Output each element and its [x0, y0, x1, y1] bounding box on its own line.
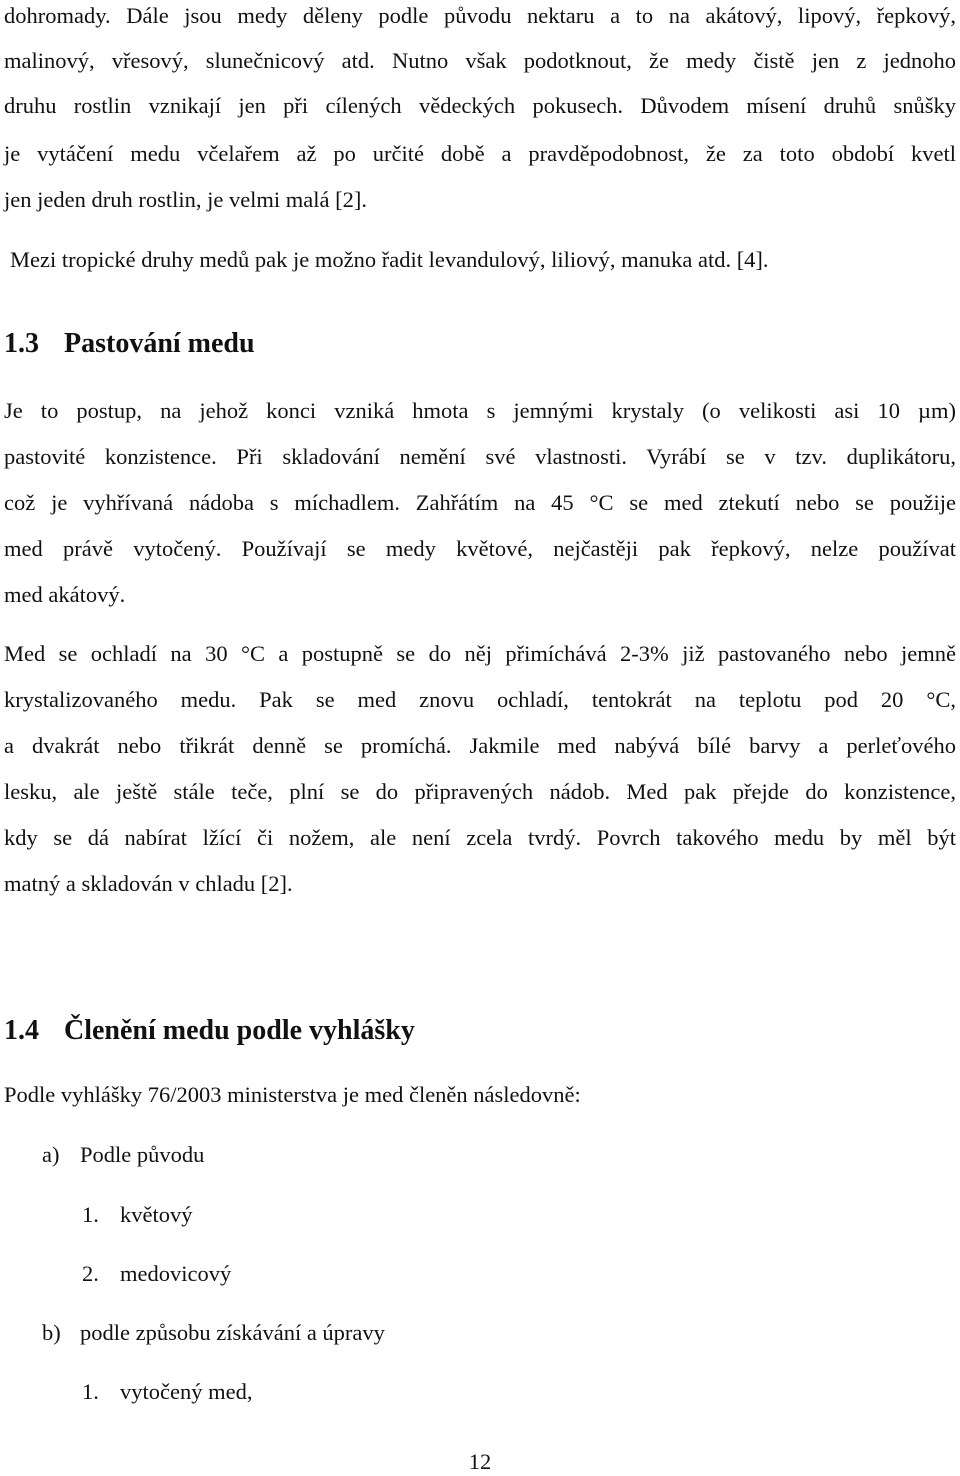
section-number: 1.4: [4, 1015, 39, 1046]
list-marker: b): [42, 1320, 61, 1345]
section-title: Pastování medu: [64, 328, 255, 359]
list-item-label: Podle původu: [80, 1142, 205, 1167]
paragraph-line: druhu rostlin vznikají jen při cílených vědeckých pokusech. Důvodem mísení druhů snůšky: [4, 93, 956, 118]
paragraph-line: Podle vyhlášky 76/2003 ministerstva je med členěn následovně:: [4, 1082, 581, 1107]
paragraph-line: krystalizovaného medu. Pak se med znovu ochladí, tentokrát na teplotu pod 20 °C,: [4, 687, 956, 712]
sub-list-item: [82, 1201, 193, 1229]
list-marker: 1.: [82, 1379, 99, 1404]
paragraph-line: dohromady. Dále jsou medy děleny podle původu nektaru a to na akátový, lipový, řepkový,: [4, 3, 956, 28]
paragraph-line: Je to postup, na jehož konci vzniká hmota s jemnými krystaly (o velikosti asi 10 µm): [4, 398, 956, 423]
paragraph-line: med akátový.: [4, 582, 126, 607]
paragraph-line: matný a skladován v chladu [2].: [4, 871, 293, 896]
section-title: Členění medu podle vyhlášky: [64, 1015, 415, 1046]
list-item-label: vytočený med,: [120, 1379, 253, 1404]
list-marker: a): [42, 1142, 60, 1167]
section-heading: [4, 1014, 415, 1048]
paragraph-line: lesku, ale ještě stále teče, plní se do připravených nádob. Med pak přejde do konzistence,: [4, 779, 956, 804]
paragraph-line: med právě vytočený. Používají se medy květové, nejčastěji pak řepkový, nelze používat: [4, 536, 956, 561]
section-number: 1.3: [4, 328, 39, 359]
list-marker: 2.: [82, 1261, 99, 1286]
paragraph-line: a dvakrát nebo třikrát denně se promíchá. Jakmile med nabývá bílé barvy a perleťového: [4, 733, 956, 758]
page-number: 12: [468, 1449, 492, 1474]
paragraph-line: je vytáčení medu včelařem až po určité době a pravděpodobnost, že za toto období kvetl: [4, 141, 956, 166]
list-marker: 1.: [82, 1202, 99, 1227]
paragraph-line: kdy se dá nabírat lžící či nožem, ale není zcela tvrdý. Povrch takového medu by měl být: [4, 825, 956, 850]
sub-list-item: [82, 1378, 252, 1406]
list-item: [42, 1141, 204, 1169]
paragraph-line: Med se ochladí na 30 °C a postupně se do něj přimíchává 2-3% již pastovaného nebo jemně: [4, 641, 956, 666]
paragraph-line: pastovité konzistence. Při skladování nemění své vlastnosti. Vyrábí se v tzv. duplikátoru,: [4, 444, 956, 469]
paragraph-line: malinový, vřesový, slunečnicový atd. Nutno však podotknout, že medy čistě jen z jednoho: [4, 48, 956, 73]
paragraph-line: což je vyhřívaná nádoba s míchadlem. Zahřátím na 45 °C se med ztekutí nebo se použije: [4, 490, 956, 515]
section-heading: [4, 327, 255, 361]
list-item-label: květový: [120, 1202, 193, 1227]
list-item-label: podle způsobu získávání a úpravy: [80, 1320, 385, 1345]
paragraph-line: Mezi tropické druhy medů pak je možno řadit levandulový, liliový, manuka atd. [4].: [10, 247, 769, 272]
sub-list-item: [82, 1260, 231, 1288]
list-item: [42, 1319, 385, 1347]
list-item-label: medovicový: [120, 1261, 232, 1286]
paragraph-line: jen jeden druh rostlin, je velmi malá [2].: [4, 187, 368, 212]
